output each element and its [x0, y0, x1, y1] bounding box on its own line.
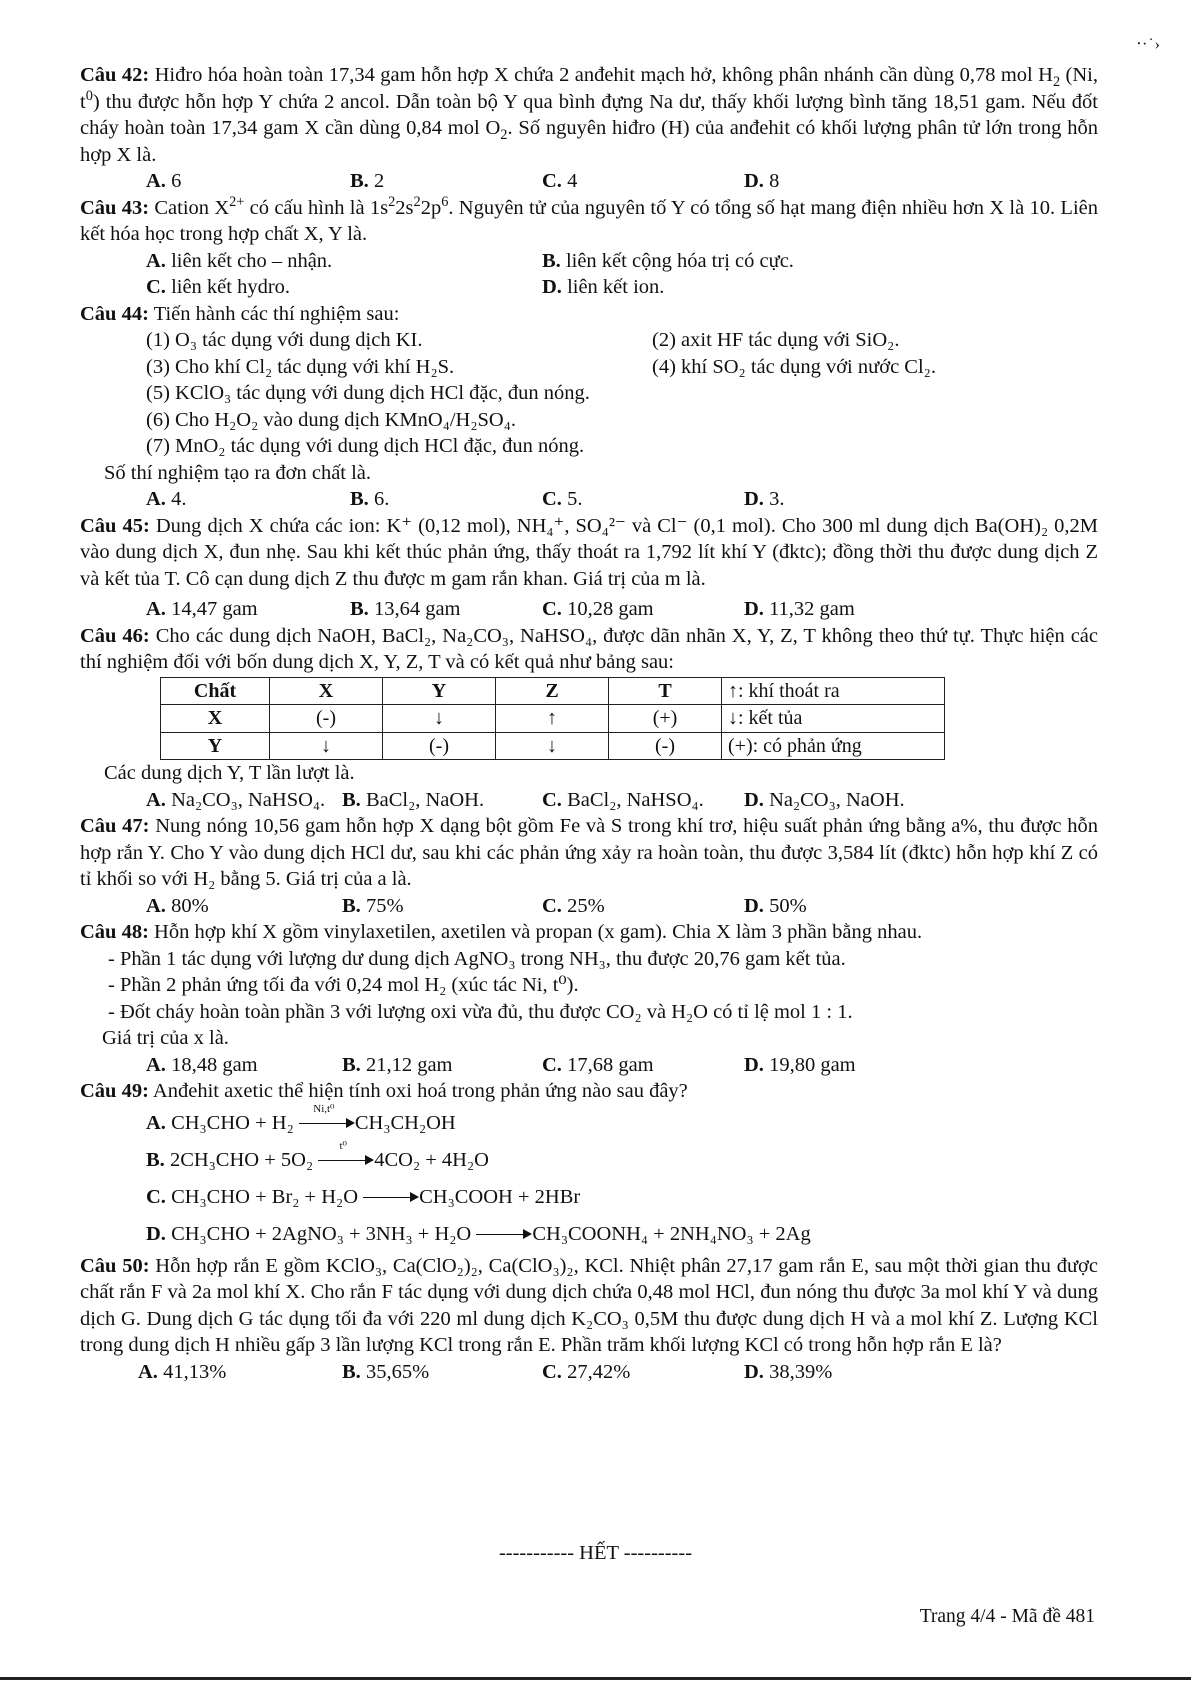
question-44-options [80, 486, 1098, 513]
option-b[interactable]: B. 2 [350, 170, 385, 192]
reaction-arrow [476, 1228, 532, 1242]
table-cell: (+) [609, 705, 722, 733]
table-header-cell: Y [383, 677, 496, 705]
option-a[interactable]: A. 14,47 gam [146, 598, 258, 620]
page-content [80, 62, 1098, 1385]
question-45: Câu 45: Dung dịch X chứa các ion: K⁺ (0,12 mol), NH₄⁺, SO₄²⁻ và Cl⁻ (0,1 mol). Cho 300 ml dung dịch Ba(OH)₂ 0,2M vào dung dịch X, đun nhẹ. Sau khi kết thúc phản ứng, thấy thoát ra 1,792 lít khí Y (đktc); đồng thời thu được dung dịch Z và kết tủa T. Cô cạn dung dịch Z thu được m gam rắn khan. Giá trị của m là. [80, 514, 1098, 590]
question-label: Câu 46: [80, 624, 150, 647]
question-46-ask: Các dung dịch Y, T lần lượt là. [104, 762, 355, 784]
question-43: Câu 43: Cation $X^{2+}$ có cấu hình là $1s^22s^22p^6$. Nguyên tử của nguyên tố Y có tổng số hạt mang điện nhiều hơn X là 10. Liên kết hóa học trong hợp chất X, Y là. [80, 193, 1098, 245]
option-d[interactable]: D. 8 [744, 170, 780, 192]
experiment-7: (7) MnO₂ tác dụng với dung dịch HCl đặc, đun nóng. [146, 435, 585, 457]
question-46: Câu 46: Cho các dung dịch NaOH, BaCl₂, Na₂CO₃, NaHSO₄, được dãn nhãn X, Y, Z, T không theo thứ tự. Thực hiện các thí nghiệm đối với bốn dung dịch X, Y, Z, T và có kết quả như bảng sau: [80, 624, 1098, 673]
question-label: Câu 50: [80, 1254, 150, 1277]
question-47: Câu 47: Nung nóng 10,56 gam hỗn hợp X dạng bột gồm Fe và S trong khí trơ, hiệu suất phản ứng bằng a%, thu được hỗn hợp rắn Y. Cho Y vào dung dịch HCl dư, sau khi các phản ứng xảy ra hoàn toàn, thu được 3,584 lít (đktc) hỗn hợp khí Z có tỉ khối so với H₂ bằng 5. Giá trị của a là. [80, 815, 1098, 890]
question-42: Câu 42: Hiđro hóa hoàn toàn 17,34 gam hỗn hợp X chứa 2 anđehit mạch hở, không phân nhánh cần dùng 0,78 mol $H_2$ (Ni, $t^0$) thu được hỗn hợp Y chứa 2 ancol. Dẫn toàn bộ Y qua bình đựng Na dư, thấy khối lượng bình tăng 18,51 gam. Nếu đốt cháy hoàn toàn 17,34 gam X cần dùng 0,84 mol $O_2$. Số nguyên hiđro (H) của anđehit có khối lượng phân tử lớn trong hỗn hợp X là. [80, 64, 1098, 166]
reaction-arrow: t⁰ [318, 1154, 374, 1168]
experiment-6: (6) Cho H₂O₂ vào dung dịch KMnO₄/H₂SO₄. [146, 408, 516, 431]
legend-gas: ↑: khí thoát ra [722, 677, 945, 705]
question-50: Câu 50: Hỗn hợp rắn E gồm KClO₃, Ca(ClO₂)₂, Ca(ClO₃)₂, KCl. Nhiệt phân 27,17 gam rắn E, sau một thời gian thu được chất rắn F và 2a mol khí X. Cho rắn F tác dụng với dung dịch chứa 0,48 mol HCl, đun nóng thu được 3a mol khí Y và dung dịch G. Dung dịch G tác dụng tối đa với 220 ml dung dịch K₂CO₃ 0,5M thu được dung dịch H và a mol khí Z. Lượng KCl trong dung dịch H nhiều gấp 3 lần lượng KCl trong rắn E. Phần trăm khối lượng KCl có trong hỗn hợp rắn E là? [80, 1254, 1098, 1356]
end-marker: ----------- HẾT ---------- [498, 1542, 693, 1564]
table-cell: ↓ [496, 732, 609, 760]
option-b[interactable]: B. 13,64 gam [350, 598, 461, 620]
option-d[interactable]: D. Na₂CO₃, NaOH. [744, 788, 905, 811]
option-b[interactable]: B. 21,12 gam [342, 1053, 453, 1076]
option-b[interactable]: B. 2CH₃CHO + 5O₂ t⁰ 4CO₂ + 4H₂O [146, 1139, 489, 1171]
option-c[interactable]: C. BaCl₂, NaHSO₄. [542, 788, 704, 811]
question-50-options [80, 1359, 1098, 1386]
option-b[interactable]: B. BaCl₂, NaOH. [342, 788, 485, 811]
option-a[interactable]: A. 4. [146, 488, 187, 510]
reaction-arrow [363, 1191, 419, 1205]
option-a[interactable]: A. 41,13% [138, 1360, 227, 1383]
option-d[interactable]: D. 3. [744, 488, 785, 510]
option-d[interactable]: D. 19,80 gam [744, 1053, 856, 1076]
option-c[interactable]: C. 10,28 gam [542, 598, 654, 620]
table-cell: ↓ [383, 705, 496, 733]
option-b[interactable]: B. liên kết cộng hóa trị có cực. [542, 249, 794, 272]
table-cell: (-) [383, 732, 496, 760]
experiment-3: (3) Cho khí Cl₂ tác dụng với khí H₂S. [146, 355, 455, 378]
experiment-5: (5) KClO₃ tác dụng với dung dịch HCl đặc, đun nóng. [146, 382, 590, 404]
experiment-1: (1) O₃ tác dụng với dung dịch KI. [146, 329, 423, 351]
option-c[interactable]: C. 25% [542, 894, 605, 917]
legend-precipitate: ↓: kết tủa [722, 705, 945, 733]
table-cell: (-) [270, 705, 383, 733]
option-d[interactable]: D. liên kết ion. [542, 276, 665, 298]
table-cell: (-) [609, 732, 722, 760]
option-c[interactable]: C. 27,42% [542, 1360, 631, 1383]
question-48: Câu 48: Hỗn hợp khí X gồm vinylaxetilen, axetilen và propan (x gam). Chia X làm 3 phần bằng nhau. [80, 921, 923, 943]
question-47-options [80, 893, 1098, 920]
experiment-row-1 [80, 327, 1098, 354]
results-table [160, 677, 945, 761]
option-d[interactable]: D. 50% [744, 894, 807, 917]
question-43-options-row2 [80, 274, 1098, 301]
table-cell: X [161, 705, 270, 733]
option-d[interactable]: D. 11,32 gam [744, 598, 855, 620]
option-a[interactable]: A. 6 [146, 170, 182, 192]
option-a[interactable]: A. 80% [146, 894, 209, 917]
question-label: Câu 47: [80, 815, 150, 837]
experiment-row-2 [80, 354, 1098, 381]
question-48-options [80, 1052, 1098, 1079]
option-c[interactable]: C. 17,68 gam [542, 1053, 654, 1076]
option-d[interactable]: D. CH₃CHO + 2AgNO₃ + 3NH₃ + H₂O CH₃COONH₄ + 2NH₄NO₃ + 2Ag [146, 1222, 811, 1245]
question-45-options [80, 596, 1098, 623]
part-1: - Phần 1 tác dụng với lượng dư dung dịch AgNO₃ trong NH₃, thu được 20,76 gam kết tủa. [108, 947, 846, 970]
question-44: Câu 44: Tiến hành các thí nghiệm sau: [80, 302, 400, 325]
corner-mark: ⸱·˙› [1136, 36, 1161, 53]
option-b[interactable]: B. 75% [342, 894, 404, 917]
option-c[interactable]: C. 4 [542, 170, 578, 192]
table-row [161, 705, 945, 733]
question-label: Câu 42: [80, 64, 150, 86]
reaction-arrow: Ni,t⁰ [299, 1117, 355, 1131]
table-row [161, 732, 945, 760]
part-2: - Phần 2 phản ứng tối đa với 0,24 mol H₂ (xúc tác Ni, t⁰). [108, 974, 579, 996]
table-header-cell: X [270, 677, 383, 705]
table-cell: ↑ [496, 705, 609, 733]
option-a[interactable]: A. liên kết cho – nhận. [146, 249, 333, 272]
question-label: Câu 44: [80, 302, 149, 325]
bottom-divider [0, 1677, 1191, 1680]
question-label: Câu 49: [80, 1080, 149, 1102]
question-48-ask: Giá trị của x là. [102, 1027, 229, 1049]
experiment-4: (4) khí SO₂ tác dụng với nước Cl₂. [652, 355, 936, 378]
option-b[interactable]: B. 6. [350, 488, 390, 510]
experiment-2: (2) axit HF tác dụng với SiO₂. [652, 329, 900, 351]
table-header-cell: T [609, 677, 722, 705]
table-header-cell: Z [496, 677, 609, 705]
question-49: Câu 49: Anđehit axetic thể hiện tính oxi hoá trong phản ứng nào sau đây? [80, 1080, 688, 1102]
part-3: - Đốt cháy hoàn toàn phần 3 với lượng oxi vừa đủ, thu được CO₂ và H₂O có tỉ lệ mol 1 : 1. [108, 1000, 853, 1023]
question-label: Câu 48: [80, 921, 149, 943]
table-header-row [161, 677, 945, 705]
legend-reaction: (+): có phản ứng [722, 732, 945, 760]
option-a[interactable]: A. Na₂CO₃, NaHSO₄. [146, 788, 326, 811]
option-c[interactable]: C. liên kết hydro. [146, 276, 291, 298]
option-b[interactable]: B. 35,65% [342, 1360, 430, 1383]
question-42-options [80, 168, 1098, 195]
question-label: Câu 43: [80, 196, 150, 219]
table-cell: ↓ [270, 732, 383, 760]
option-d[interactable]: D. 38,39% [744, 1360, 833, 1383]
option-c[interactable]: C. CH₃CHO + Br₂ + H₂O CH₃COOH + 2HBr [146, 1185, 581, 1208]
table-cell: Y [161, 732, 270, 760]
question-label: Câu 45: [80, 514, 150, 537]
question-44-ask: Số thí nghiệm tạo ra đơn chất là. [104, 461, 372, 484]
option-a[interactable]: A. CH₃CHO + H₂ Ni,t⁰ CH₃CH₂OH [146, 1102, 456, 1134]
option-c[interactable]: C. 5. [542, 488, 583, 510]
question-43-options-row1 [80, 248, 1098, 275]
page-footer: Trang 4/4 - Mã đề 481 [919, 1606, 1095, 1627]
table-header-cell: Chất [161, 677, 270, 705]
question-46-options [80, 787, 1098, 814]
option-a[interactable]: A. 18,48 gam [146, 1053, 258, 1076]
